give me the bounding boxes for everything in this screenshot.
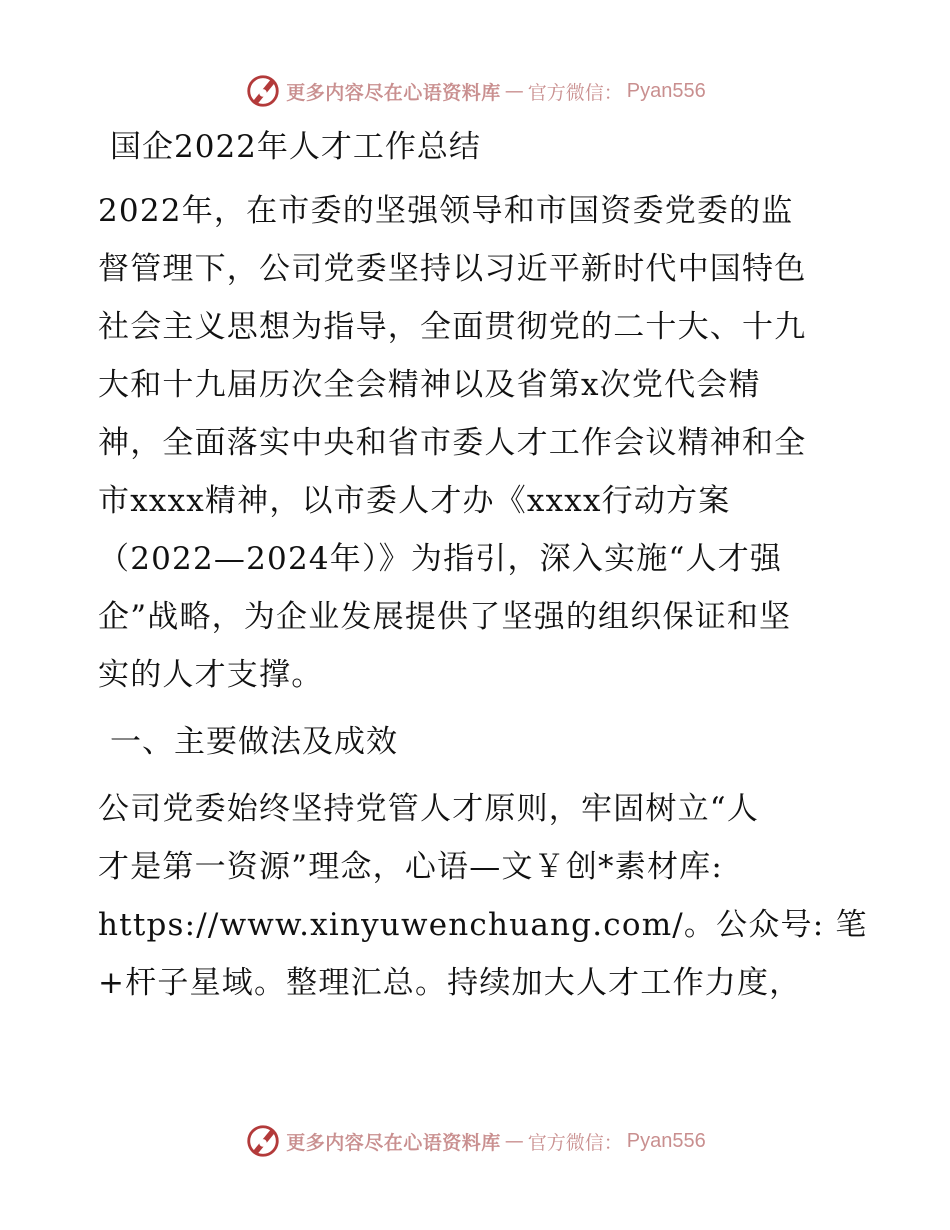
paragraph-line: 才是第一资源”理念，心语—文￥创*素材库: — [98, 849, 723, 885]
paragraph-line: 市xxxx精神，以市委人才办《xxxx行动方案 — [98, 483, 731, 519]
paragraph-practices — [98, 780, 868, 1012]
paragraph-line: https://www.xinyuwenchuang.com/。公众号: 笔 — [98, 907, 868, 943]
paragraph-line: 社会主义思想为指导，全面贯彻党的二十大、十九 — [98, 309, 807, 345]
document-body — [98, 125, 868, 1012]
watermark-wechat-label: 官方微信： — [527, 81, 623, 104]
document-title: 国企2022年人才工作总结 — [110, 129, 481, 165]
footer-watermark — [0, 1121, 950, 1161]
watermark-wechat-id: Pyan556 — [626, 79, 706, 102]
section-heading: 一、主要做法及成效 — [110, 724, 398, 760]
header-watermark — [0, 71, 950, 111]
watermark-separator: — — [504, 1130, 524, 1152]
paragraph-line: +杆子星域。整理汇总。持续加大人才工作力度， — [98, 965, 802, 1001]
watermark-wechat-label: 官方微信： — [527, 1131, 623, 1154]
brand-logo-icon — [244, 1122, 282, 1160]
paragraph-line: 实的人才支撑。 — [98, 657, 324, 693]
paragraph-line: 企”战略，为企业发展提供了坚强的组织保证和坚 — [98, 599, 792, 635]
paragraph-intro — [98, 182, 858, 704]
paragraph-line: （2022—2024年）》为指引，深入实施“人才强 — [98, 541, 783, 577]
watermark-text: 更多内容尽在心语资料库 — [286, 1131, 501, 1154]
paragraph-line: 大和十九届历次全会精神以及省第x次党代会精 — [98, 367, 761, 403]
watermark-wechat-id: Pyan556 — [626, 1129, 706, 1152]
watermark-separator: — — [504, 80, 524, 102]
paragraph-line: 公司党委始终坚持党管人才原则，牢固树立“人 — [98, 791, 760, 827]
brand-logo-icon — [244, 72, 282, 110]
paragraph-line: 神，全面落实中央和省市委人才工作会议精神和全 — [98, 425, 807, 461]
watermark-text: 更多内容尽在心语资料库 — [286, 81, 501, 104]
paragraph-line: 督管理下，公司党委坚持以习近平新时代中国特色 — [98, 251, 807, 287]
paragraph-line: 2022年，在市委的坚强领导和市国资委党委的监 — [98, 193, 794, 229]
